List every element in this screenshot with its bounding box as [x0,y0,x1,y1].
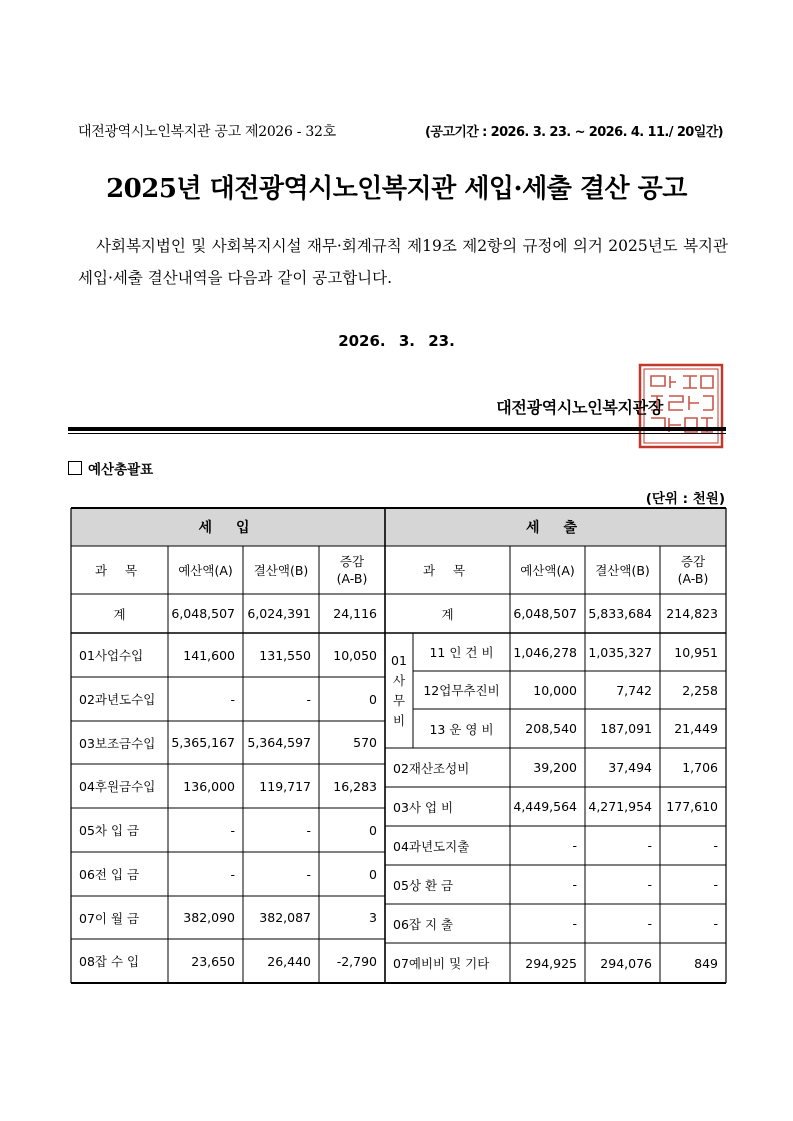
expense-total-diff: 214,823 [666,606,718,621]
notice-number: 대전광역시노인복지관 공고 제2026 - 32호 [78,124,336,140]
announcement-paragraph [78,230,728,294]
revenue-row-budget: 23,650 [191,953,235,969]
expense-col-budget: 예산액(A) [520,563,575,578]
expense-col-diff [660,546,726,594]
expense-row-budget: 39,200 [533,760,577,775]
revenue-row-subject: 01사업수입 [79,648,144,663]
admin-row-diff: 21,449 [674,721,718,736]
revenue-row-subject: 07이 월 금 [79,910,140,926]
expense-col-settle: 결산액(B) [595,563,650,578]
revenue-row-subject: 04후원금수입 [79,779,156,794]
expense-row-budget: - [572,838,577,853]
revenue-row-settle: - [306,866,311,882]
section-title-label: 예산총괄표 [88,462,154,478]
admin-group-char: 무 [392,692,406,708]
revenue-total-label: 계 [113,606,126,622]
revenue-col-subject: 과 목 [94,563,145,578]
admin-row-diff: 10,951 [674,644,718,660]
notice-period: (공고기간 : 2026. 3. 23. ~ 2026. 4. 11./ 20일간) [425,125,723,140]
expense-row-diff: 177,610 [666,799,718,814]
admin-row-settle: 1,035,327 [588,644,652,660]
revenue-row-diff: -2,790 [336,953,377,969]
checkbox-square-icon [68,461,82,475]
revenue-row-subject: 03보조금수입 [79,735,156,751]
revenue-total-budget: 6,048,507 [171,606,235,621]
admin-row-subject: 13 운 영 비 [429,721,494,737]
revenue-row-diff: 16,283 [333,778,377,794]
revenue-row-subject: 06전 입 금 [79,867,140,882]
revenue-row-budget: - [230,691,235,707]
admin-group-char: 01 [391,652,407,668]
admin-group-char: 비 [392,712,406,728]
col-diff-label: 증감 [339,554,365,569]
revenue-row-subject: 08잡 수 입 [79,954,140,969]
expense-row-settle: 37,494 [608,760,652,775]
revenue-row-diff: 3 [369,910,377,925]
document-title: 2025년 대전광역시노인복지관 세입·세출 결산 공고 [106,174,687,204]
revenue-row-budget: 141,600 [183,647,235,663]
expense-row-budget: - [572,916,577,931]
col-diff-formula: (A-B) [336,571,368,586]
expense-row-diff: 849 [694,955,718,971]
revenue-col-budget: 예산액(A) [178,563,233,578]
unit-label: (단위 : 천원) [645,491,725,507]
revenue-col-settle: 결산액(B) [253,563,309,578]
admin-row-settle: 187,091 [600,721,652,736]
revenue-row-settle: 119,717 [259,778,311,794]
expense-row-settle: - [647,877,652,892]
revenue-row-budget: 5,365,167 [171,735,235,750]
expense-row-diff: - [713,877,718,892]
expense-row-subject: 03사 업 비 [393,799,454,815]
expense-row-subject: 06잡 지 출 [393,916,454,932]
revenue-row-settle: 26,440 [267,953,311,969]
expense-total-budget: 6,048,507 [513,606,577,621]
admin-group-char: 사 [392,672,406,688]
revenue-row-settle: 5,364,597 [247,735,311,750]
revenue-row-diff: 570 [353,735,377,750]
revenue-row-budget: 382,090 [183,910,235,925]
announcement-text: 사회복지법인 및 사회복지시설 재무·회계규칙 제19조 제2항의 규정에 의거 2025년도 복지관 세입·세출 결산내역을 다음과 같이 공고합니다. [78,237,728,287]
expense-row-subject: 02재산조성비 [393,760,470,776]
revenue-row-budget: - [230,866,235,882]
section-title [68,458,153,478]
expense-row-diff: 1,706 [682,760,718,775]
admin-row-budget: 10,000 [533,682,577,698]
revenue-col-diff [319,546,385,594]
expense-row-subject: 05상 환 금 [393,877,454,893]
expense-row-subject: 04과년도지출 [393,838,470,854]
admin-row-settle: 7,742 [616,682,652,698]
expense-row-settle: - [647,838,652,853]
revenue-header: 세입 [71,508,385,546]
revenue-total-diff: 24,116 [333,606,377,621]
revenue-row-budget: 136,000 [183,778,235,794]
expense-total-settle: 5,833,684 [588,606,652,621]
admin-row-subject: 12업무추진비 [423,683,500,698]
expense-row-subject: 07예비비 및 기타 [393,956,490,971]
expense-total-label: 계 [441,606,454,622]
expense-row-budget: - [572,877,577,892]
col-diff-label: 증감 [680,554,706,569]
revenue-row-subject: 02과년도수입 [79,692,156,707]
revenue-row-subject: 05차 입 금 [79,823,140,838]
expense-row-budget: 4,449,564 [513,799,577,814]
admin-row-subject: 11 인 건 비 [429,645,494,660]
admin-row-budget: 208,540 [525,721,577,736]
expense-header: 세출 [385,508,726,546]
expense-row-settle: 294,076 [600,955,652,971]
revenue-row-settle: - [306,691,311,707]
expense-row-diff: - [713,916,718,931]
signer-name: 대전광역시노인복지관장 [496,398,663,417]
revenue-row-settle: 382,087 [259,910,311,925]
revenue-row-settle: 131,550 [259,647,311,663]
divider [68,433,726,434]
revenue-row-settle: - [306,822,311,838]
admin-row-diff: 2,258 [682,682,718,698]
col-diff-formula: (A-B) [677,571,709,586]
divider [68,427,726,431]
revenue-row-diff: 0 [369,822,377,838]
admin-row-budget: 1,046,278 [513,644,577,660]
expense-row-budget: 294,925 [525,955,577,971]
revenue-row-budget: - [230,822,235,838]
expense-col-subject: 과 목 [422,563,473,578]
expense-row-settle: - [647,916,652,931]
admin-expense-group [385,633,413,748]
revenue-row-diff: 0 [369,866,377,882]
announcement-date: 2026. 3. 23. [338,332,455,350]
expense-row-diff: - [713,838,718,853]
revenue-row-diff: 10,050 [333,647,377,663]
revenue-row-diff: 0 [369,691,377,707]
revenue-total-settle: 6,024,391 [247,606,311,621]
expense-row-settle: 4,271,954 [588,799,652,814]
